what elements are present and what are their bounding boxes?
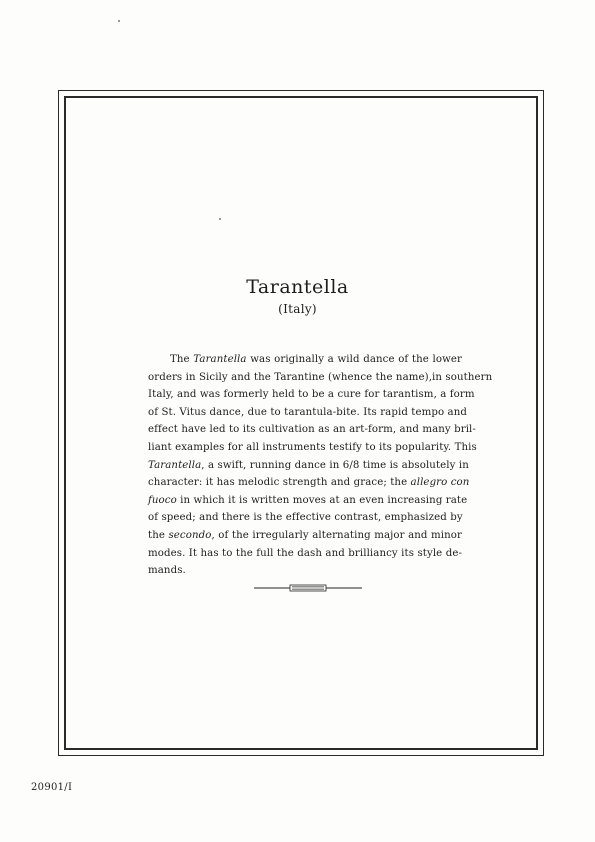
italic-term: Tarantella <box>193 354 247 365</box>
paragraph-line <box>148 492 468 510</box>
paragraph-text: character: it has melodic strength and grace; the <box>148 477 411 489</box>
italic-term: allegro con <box>410 477 470 489</box>
paragraph-line <box>148 351 462 369</box>
paragraph-text: Italy, and was formerly held to be a cure for tarantism, a form <box>148 389 475 401</box>
paragraph-line <box>148 527 462 545</box>
paragraph-line <box>148 439 477 457</box>
paragraph-text: the <box>148 529 169 541</box>
catalog-number: 20901/I <box>31 782 73 793</box>
paragraph-text: of St. Vitus dance, due to tarantula-bite. Its rapid tempo and <box>148 406 468 418</box>
paragraph-text: was originally a wild dance of the lower <box>246 354 463 365</box>
paragraph-text: of speed; and there is the effective contrast, emphasized by <box>148 512 463 524</box>
italic-term: fuoco <box>148 494 177 506</box>
paragraph-text: effect have led to its cultivation as an art-form, and many bril- <box>148 424 476 436</box>
italic-term: Tarantella <box>148 459 202 471</box>
paragraph-text: in which it is written moves at an even increasing rate <box>176 494 468 506</box>
paragraph-line <box>148 509 462 527</box>
paragraph-text: , a swift, running dance in 6/8 time is absolutely in <box>201 459 469 471</box>
paragraph-line <box>148 421 476 439</box>
ornament-rule-divider <box>254 582 362 594</box>
paragraph-line <box>148 457 469 475</box>
paragraph-line <box>148 369 493 387</box>
paper-speck <box>219 218 221 220</box>
paragraph-line <box>148 386 475 404</box>
paragraph-text: mands. <box>148 565 186 577</box>
paragraph-line <box>148 474 470 492</box>
page-subtitle: (Italy) <box>278 302 317 316</box>
page-title: Tarantella <box>246 276 349 298</box>
description-paragraph <box>148 351 493 580</box>
paragraph-line <box>148 404 468 422</box>
paragraph-line <box>148 545 462 563</box>
paragraph-text: modes. It has to the full the dash and brilliancy its style de- <box>148 547 462 559</box>
italic-term: secondo <box>168 529 212 541</box>
paragraph-text: , of the irregularly alternating major and minor <box>211 529 462 541</box>
paragraph-text: liant examples for all instruments testify to its popularity. This <box>148 441 477 453</box>
paragraph-text: orders in Sicily and the Tarantine (whence the name),in southern <box>148 371 493 383</box>
paragraph-line <box>148 562 462 580</box>
paragraph-text: The <box>170 354 194 365</box>
paper-speck <box>118 20 120 22</box>
